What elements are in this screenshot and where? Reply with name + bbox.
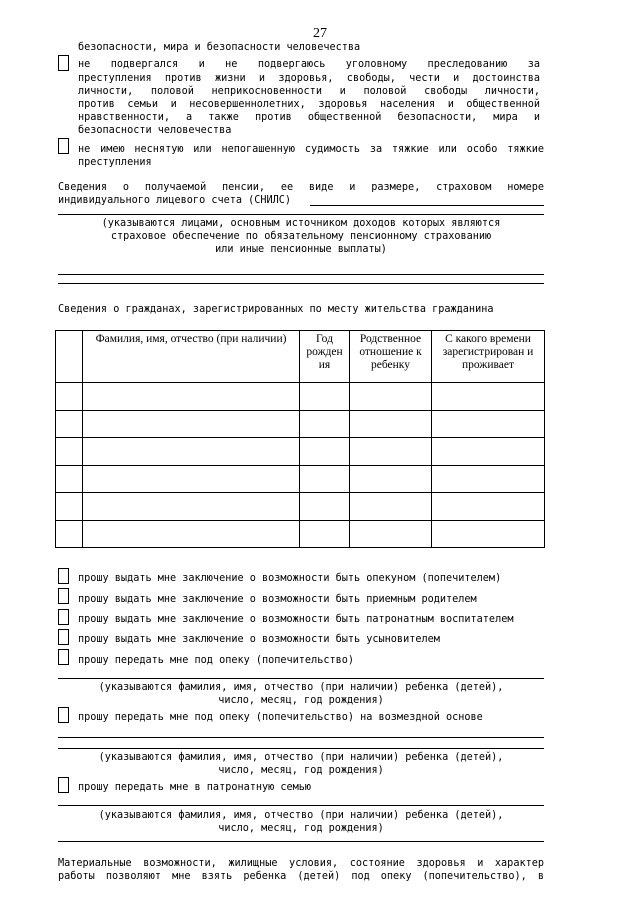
- child-note: число, месяц, год рождения): [218, 695, 384, 706]
- child-input-line[interactable]: [58, 748, 544, 749]
- table-cell[interactable]: [56, 438, 83, 466]
- child-input-line[interactable]: [58, 841, 544, 842]
- request-label: прошу выдать мне заключение о возможности быть приемным родителем: [78, 594, 477, 605]
- table-cell[interactable]: [56, 493, 83, 521]
- table-cell[interactable]: [432, 465, 545, 493]
- table-cell[interactable]: [350, 410, 432, 438]
- table-cell[interactable]: [83, 520, 300, 548]
- table-cell[interactable]: [300, 410, 350, 438]
- text-line: не подвергался и не подвергаюсь уголовному преследованию за: [78, 59, 540, 70]
- table-header-cell: [56, 331, 83, 383]
- text-line: преступления против жизни и здоровья, свободы, чести и достоинства: [78, 73, 540, 84]
- table-cell[interactable]: [83, 410, 300, 438]
- table-cell[interactable]: [432, 383, 545, 411]
- table-cell[interactable]: [432, 410, 545, 438]
- table-header-cell: С какого времени зарегистрирован и проживает: [432, 331, 545, 383]
- table-row: [56, 493, 545, 521]
- table-cell[interactable]: [350, 493, 432, 521]
- checkbox-paid-guardianship[interactable]: [58, 707, 69, 723]
- table-cell[interactable]: [350, 383, 432, 411]
- checkbox-guardian-conclusion[interactable]: [58, 568, 69, 584]
- table-cell[interactable]: [300, 493, 350, 521]
- table-cell[interactable]: [83, 493, 300, 521]
- child-input-line[interactable]: [58, 805, 544, 806]
- text-line: преступления: [78, 157, 152, 168]
- request-label: прошу передать мне в патронатную семью: [78, 782, 312, 793]
- table-row: [56, 383, 545, 411]
- table-cell[interactable]: [432, 520, 545, 548]
- table-cell[interactable]: [300, 438, 350, 466]
- text-line: безопасности, мира и безопасности человечества: [78, 42, 361, 53]
- table-header-cell: Год рожден ия: [300, 331, 350, 383]
- request-label: прошу передать мне под опеку (попечительство) на возмездной основе: [78, 712, 483, 723]
- child-note: (указываются фамилия, имя, отчество (при наличии) ребенка (детей),: [98, 752, 504, 763]
- checkbox-no-conviction[interactable]: [58, 138, 69, 154]
- table-cell[interactable]: [432, 438, 545, 466]
- checkbox-adopter-conclusion[interactable]: [58, 629, 69, 645]
- pension-input-line[interactable]: [58, 214, 544, 215]
- request-label: прошу выдать мне заключение о возможности быть опекуном (попечителем): [78, 573, 502, 584]
- text-line: личности, половой неприкосновенности и половой свободы личности,: [78, 86, 540, 97]
- checkbox-patronage-family[interactable]: [58, 777, 69, 793]
- registered-citizens-table: [55, 330, 545, 548]
- text-line: против семьи и несовершеннолетних, здоровья населения и общественной: [78, 99, 540, 110]
- table-cell[interactable]: [350, 520, 432, 548]
- pension-label: Сведения о получаемой пенсии, ее виде и размере, страховом номере: [58, 182, 544, 193]
- child-note: (указываются фамилия, имя, отчество (при наличии) ребенка (детей),: [98, 810, 504, 821]
- pension-note: или иные пенсионные выплаты): [215, 244, 387, 255]
- table-row: [56, 465, 545, 493]
- table-row: [56, 410, 545, 438]
- table-cell[interactable]: [56, 410, 83, 438]
- pension-input-line[interactable]: [58, 274, 544, 275]
- table-header-cell: Родственное отношение к ребенку: [350, 331, 432, 383]
- text-line: не имею неснятую или непогашенную судимость за тяжкие или особо тяжкие: [78, 144, 544, 155]
- child-note: число, месяц, год рождения): [218, 823, 384, 834]
- table-cell[interactable]: [83, 383, 300, 411]
- table-cell[interactable]: [56, 383, 83, 411]
- table-cell[interactable]: [432, 493, 545, 521]
- checkbox-no-prosecution[interactable]: [58, 55, 69, 71]
- pension-input-line[interactable]: [58, 283, 544, 284]
- request-label: прошу передать мне под опеку (попечительство): [78, 655, 355, 666]
- table-cell[interactable]: [56, 465, 83, 493]
- child-note: число, месяц, год рождения): [218, 765, 384, 776]
- footer-text: Материальные возможности, жилищные условия, состояние здоровья и характер: [58, 858, 544, 869]
- pension-input-line[interactable]: [310, 205, 544, 206]
- table-cell[interactable]: [300, 465, 350, 493]
- pension-label-2: индивидуального лицевого счета (СНИЛС): [58, 195, 292, 206]
- table-cell[interactable]: [300, 383, 350, 411]
- text-line: безопасности человечества: [78, 125, 232, 136]
- request-label: прошу выдать мне заключение о возможности быть патронатным воспитателем: [78, 614, 514, 625]
- child-note: (указываются фамилия, имя, отчество (при наличии) ребенка (детей),: [98, 682, 504, 693]
- text-line: нравственности, а также против общественной безопасности, мира и: [78, 112, 540, 123]
- table-cell[interactable]: [350, 465, 432, 493]
- table-cell[interactable]: [56, 520, 83, 548]
- registered-heading: Сведения о гражданах, зарегистрированных по месту жительства гражданина: [58, 304, 494, 315]
- pension-note: страховое обеспечение по обязательному пенсионному страхованию: [110, 231, 492, 242]
- table-cell[interactable]: [83, 438, 300, 466]
- table-cell[interactable]: [83, 465, 300, 493]
- page-number: 27: [313, 26, 327, 41]
- child-input-line[interactable]: [58, 678, 544, 679]
- child-input-line[interactable]: [58, 737, 544, 738]
- checkbox-foster-parent-conclusion[interactable]: [58, 588, 69, 604]
- table-row: [56, 438, 545, 466]
- pension-note: (указываются лицами, основным источником доходов которых являются: [101, 218, 501, 229]
- table-cell[interactable]: [300, 520, 350, 548]
- footer-text: работы позволяют мне взять ребенка (детей) под опеку (попечительство), в: [58, 871, 544, 882]
- request-label: прошу выдать мне заключение о возможности быть усыновителем: [78, 634, 440, 645]
- table-header-cell: Фамилия, имя, отчество (при наличии): [83, 331, 300, 383]
- table-row: [56, 520, 545, 548]
- checkbox-guardianship[interactable]: [58, 649, 69, 665]
- table-header-row: [56, 331, 545, 383]
- checkbox-patronage-conclusion[interactable]: [58, 609, 69, 625]
- table-cell[interactable]: [350, 438, 432, 466]
